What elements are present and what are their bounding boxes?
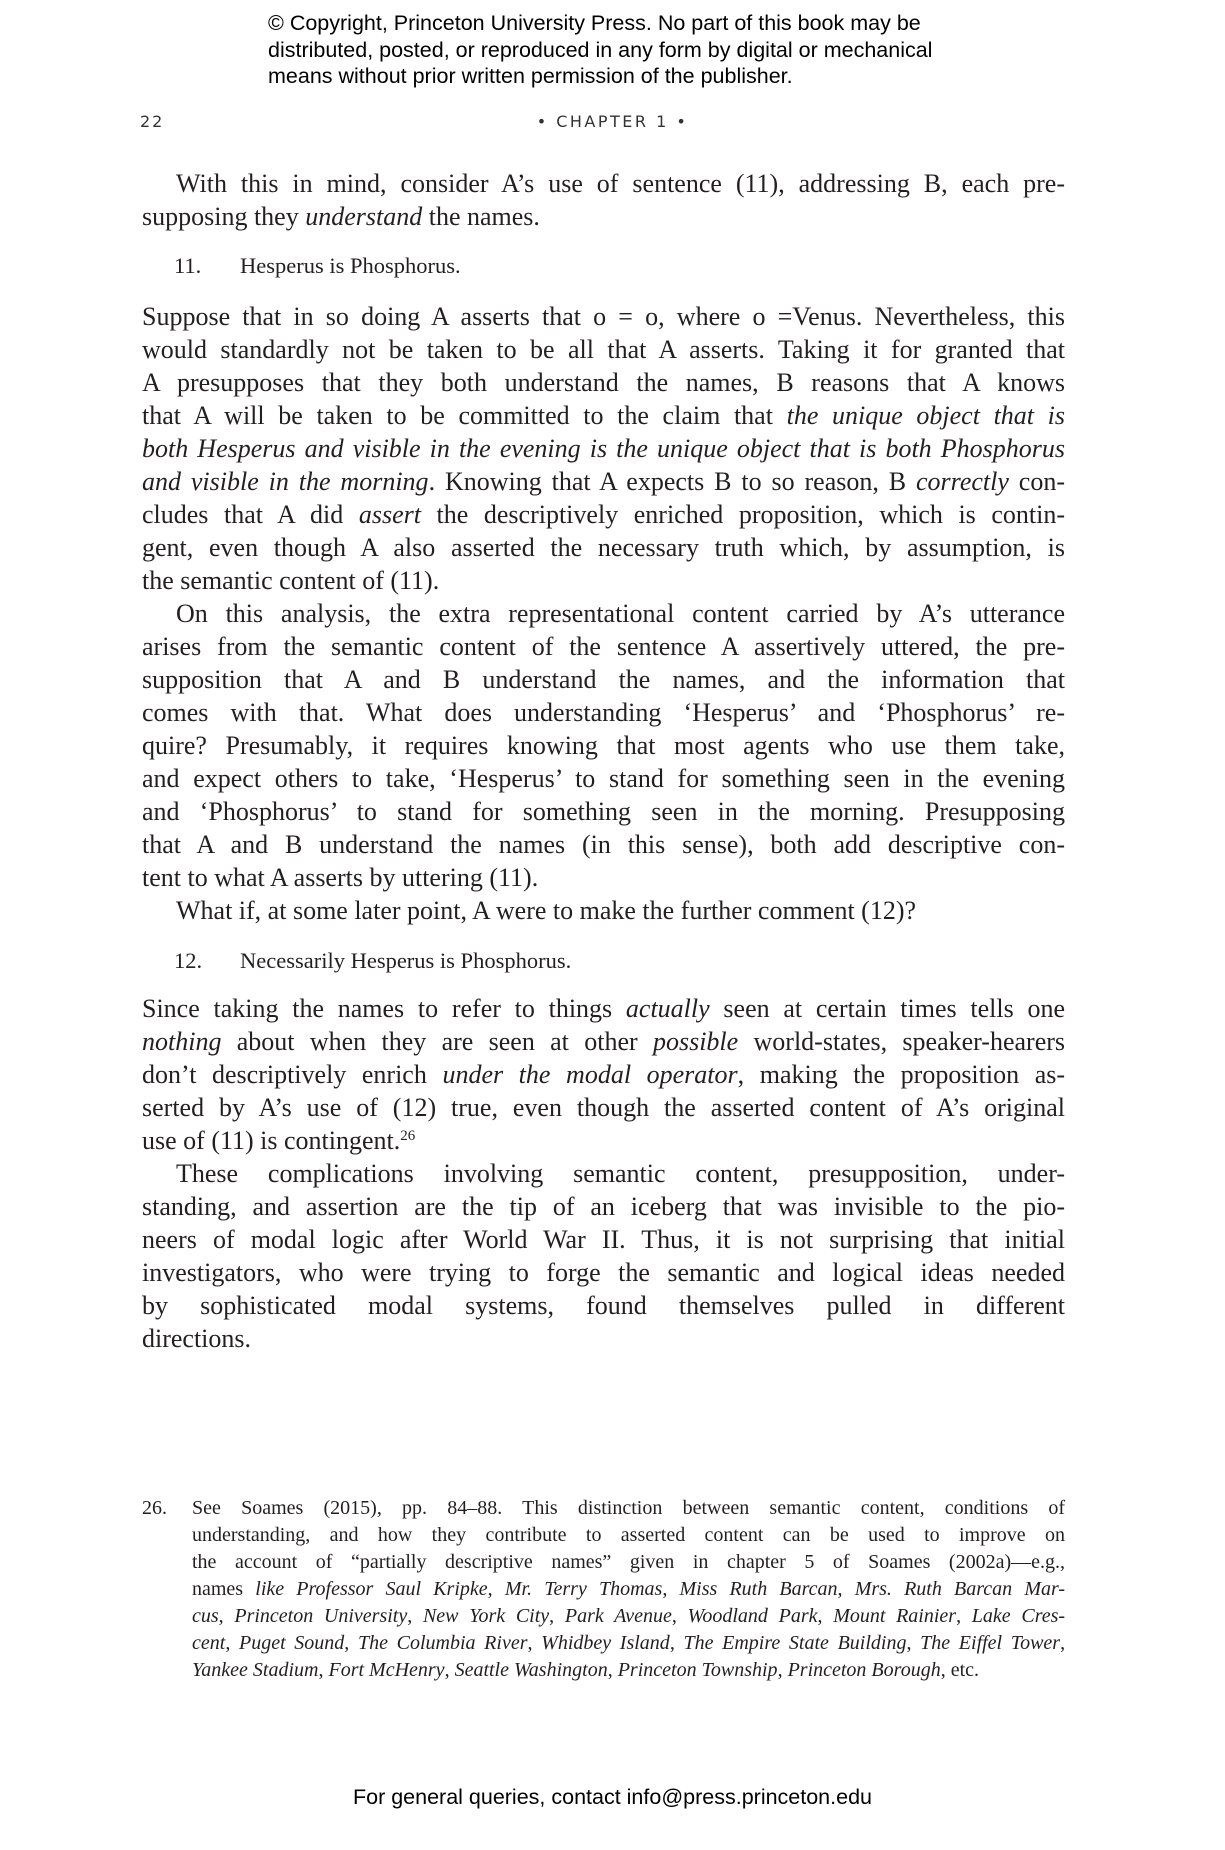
example-number: 11. (174, 253, 202, 278)
text-span: names (192, 1578, 256, 1600)
example-number: 12. (174, 948, 203, 973)
emphasis: New York City (422, 1605, 550, 1627)
text-line (142, 432, 1065, 465)
text-line (142, 399, 1065, 432)
footnote-line (192, 1630, 1065, 1657)
text-line: gent, even though A also asserted the necessary truth which, by assumption, is (142, 533, 1065, 562)
text-line (142, 1058, 1065, 1091)
text-line: quire? Presumably, it requires knowing that most agents who use them take, (142, 731, 1065, 760)
text-span: , (407, 1605, 423, 1627)
copyright-notice (268, 10, 1028, 90)
emphasis: Seattle Washington (454, 1659, 608, 1681)
text-line: supposition that A and B understand the names, and the information that (142, 665, 1065, 694)
emphasis: actually (625, 994, 710, 1023)
emphasis: Princeton University (234, 1605, 408, 1627)
text-line (142, 992, 1065, 1025)
text-line: What if, at some later point, A were to make the further comment (12)? (176, 896, 917, 925)
emphasis: Lake Cres- (971, 1605, 1066, 1627)
footnote-number: 26. (142, 1497, 167, 1519)
text-line: neers of modal logic after World War II. Thus, it is not surprising that initial (142, 1225, 1065, 1254)
text-span: about when they are seen at other (221, 1027, 653, 1056)
running-head: • CHAPTER 1 • (536, 112, 689, 131)
page-number: 22 (140, 112, 165, 131)
text-line (142, 200, 1065, 233)
text-span: , (669, 1632, 684, 1654)
footnote-line: See Soames (2015), pp. 84–88. This distinction between semantic content, conditions of (192, 1497, 1065, 1519)
text-span: , (837, 1578, 855, 1600)
text-line (142, 465, 1065, 498)
text-line: A presupposes that they both understand the names, B reasons that A knows (142, 368, 1065, 397)
text-line (142, 498, 1065, 531)
emphasis: Woodland Park (687, 1605, 818, 1627)
text-span: , (218, 1605, 235, 1627)
text-span: supposing they (142, 202, 306, 231)
text-span: cludes that A did (142, 500, 359, 529)
text-span: that A will be taken to be committed to the claim that (142, 401, 787, 430)
text-span: , (906, 1632, 921, 1654)
text-line: tent to what A asserts by uttering (11). (142, 863, 539, 892)
emphasis: cus (192, 1605, 219, 1627)
emphasis: Princeton Borough (787, 1659, 941, 1681)
text-span: , (671, 1605, 688, 1627)
emphasis: under the modal operator (442, 1060, 738, 1089)
emphasis: correctly (916, 467, 1009, 496)
text-line (142, 1025, 1065, 1058)
emphasis: assert (358, 500, 421, 529)
text-line: On this analysis, the extra representational content carried by A’s utterance (176, 599, 1065, 628)
footnote-line (192, 1657, 1065, 1684)
text-span: , making the proposition as- (737, 1060, 1066, 1089)
text-span: con- (1008, 467, 1065, 496)
text-span: , (662, 1578, 680, 1600)
text-line: comes with that. What does understanding ‘Hesperus’ and ‘Phosphorus’ re- (142, 698, 1065, 727)
emphasis: Fort McHenry (328, 1659, 445, 1681)
text-line: investigators, who were trying to forge the semantic and logical ideas needed (142, 1258, 1065, 1287)
text-span: , (817, 1605, 834, 1627)
text-span: , (444, 1659, 455, 1681)
text-line: directions. (142, 1324, 252, 1353)
copyright-line: © Copyright, Princeton University Press. No part of this book may be (268, 11, 921, 35)
emphasis: Mount Rainier (833, 1605, 957, 1627)
emphasis: like Professor Saul Kripke (255, 1578, 488, 1600)
text-line: by sophisticated modal systems, found themselves pulled in different (142, 1291, 1065, 1320)
text-line: the semantic content of (11). (142, 566, 440, 595)
text-line (142, 1124, 1065, 1157)
text-span: , (549, 1605, 565, 1627)
emphasis: and visible in the morning (142, 467, 429, 496)
emphasis: The Columbia River (357, 1632, 528, 1654)
contact-footer: For general queries, contact info@press.princeton.edu (352, 1785, 872, 1809)
text-span: , etc. (940, 1659, 979, 1681)
emphasis: Princeton Township (617, 1659, 778, 1681)
emphasis: Mr. Terry Thomas (504, 1578, 663, 1600)
text-span: , (777, 1659, 788, 1681)
text-span: use of (11) is contingent. (142, 1126, 401, 1155)
text-span: , (1060, 1632, 1066, 1654)
emphasis: Mrs. Ruth Barcan Mar- (854, 1578, 1066, 1600)
emphasis: Yankee Stadium (192, 1659, 319, 1681)
text-span: , (344, 1632, 358, 1654)
text-line: and ‘Phosphorus’ to stand for something seen in the morning. Presupposing (142, 797, 1065, 826)
emphasis: The Empire State Building (683, 1632, 907, 1654)
footnote-line: the account of “partially descriptive names” given in chapter 5 of Soames (2002a)—e.g., (192, 1551, 1065, 1573)
text-line: and expect others to take, ‘Hesperus’ to stand for something seen in the evening (142, 764, 1065, 793)
emphasis: understand (305, 202, 423, 231)
text-line: would standardly not be taken to be all that A asserts. Taking it for granted that (142, 335, 1065, 364)
text-span: don’t descriptively enrich (142, 1060, 443, 1089)
text-span: world-states, speaker-hearers (738, 1027, 1066, 1056)
text-span: the names. (422, 202, 540, 231)
text-line: serted by A’s use of (12) true, even though the asserted content of A’s original (142, 1093, 1065, 1122)
text-line: that A and B understand the names (in this sense), both add descriptive con- (142, 830, 1065, 859)
text-span: , (487, 1578, 505, 1600)
text-line: standing, and assertion are the tip of an iceberg that was invisible to the pio- (142, 1192, 1065, 1221)
text-line: These complications involving semantic content, presupposition, under- (176, 1159, 1065, 1188)
emphasis: cent (192, 1632, 226, 1654)
emphasis: both Hesperus and visible in the evening is the unique object that is both Phosphorus (142, 434, 1065, 463)
example-text: Hesperus is Phosphorus. (240, 253, 461, 278)
emphasis: The Eiffel Tower (920, 1632, 1061, 1654)
footnote-ref[interactable]: 26 (400, 1128, 416, 1144)
footnote-line: understanding, and how they contribute to asserted content can be used to improve on (192, 1524, 1065, 1546)
text-span: , (225, 1632, 239, 1654)
emphasis: the unique object that is (786, 401, 1066, 430)
text-span: the descriptively enriched proposition, which is contin- (420, 500, 1066, 529)
text-line: arises from the semantic content of the sentence A assertively uttered, the pre- (142, 632, 1065, 661)
emphasis: nothing (142, 1027, 222, 1056)
emphasis: Whidbey Island (541, 1632, 670, 1654)
text-span: , (527, 1632, 542, 1654)
copyright-line: distributed, posted, or reproduced in any form by digital or mechanical (268, 37, 933, 62)
text-span: seen at certain times tells one (709, 994, 1065, 1023)
emphasis: Park Avenue (564, 1605, 672, 1627)
text-span: , (956, 1605, 972, 1627)
text-line: Suppose that in so doing A asserts that o = o, where o =Venus. Nevertheless, this (142, 302, 1065, 331)
text-span: , (318, 1659, 329, 1681)
emphasis: Miss Ruth Barcan (679, 1578, 838, 1600)
text-line: With this in mind, consider A’s use of sentence (11), addressing B, each pre- (176, 169, 1065, 198)
text-span: . Knowing that A expects B to so reason, B (428, 467, 917, 496)
text-span: Since taking the names to refer to things (142, 994, 626, 1023)
emphasis: possible (652, 1027, 739, 1056)
copyright-line: means without prior written permission of the publisher. (268, 64, 793, 88)
footnote-line (192, 1576, 1065, 1603)
footnote-line (192, 1603, 1065, 1630)
emphasis: Puget Sound (238, 1632, 345, 1654)
text-span: , (607, 1659, 618, 1681)
example-text: Necessarily Hesperus is Phosphorus. (240, 948, 572, 973)
